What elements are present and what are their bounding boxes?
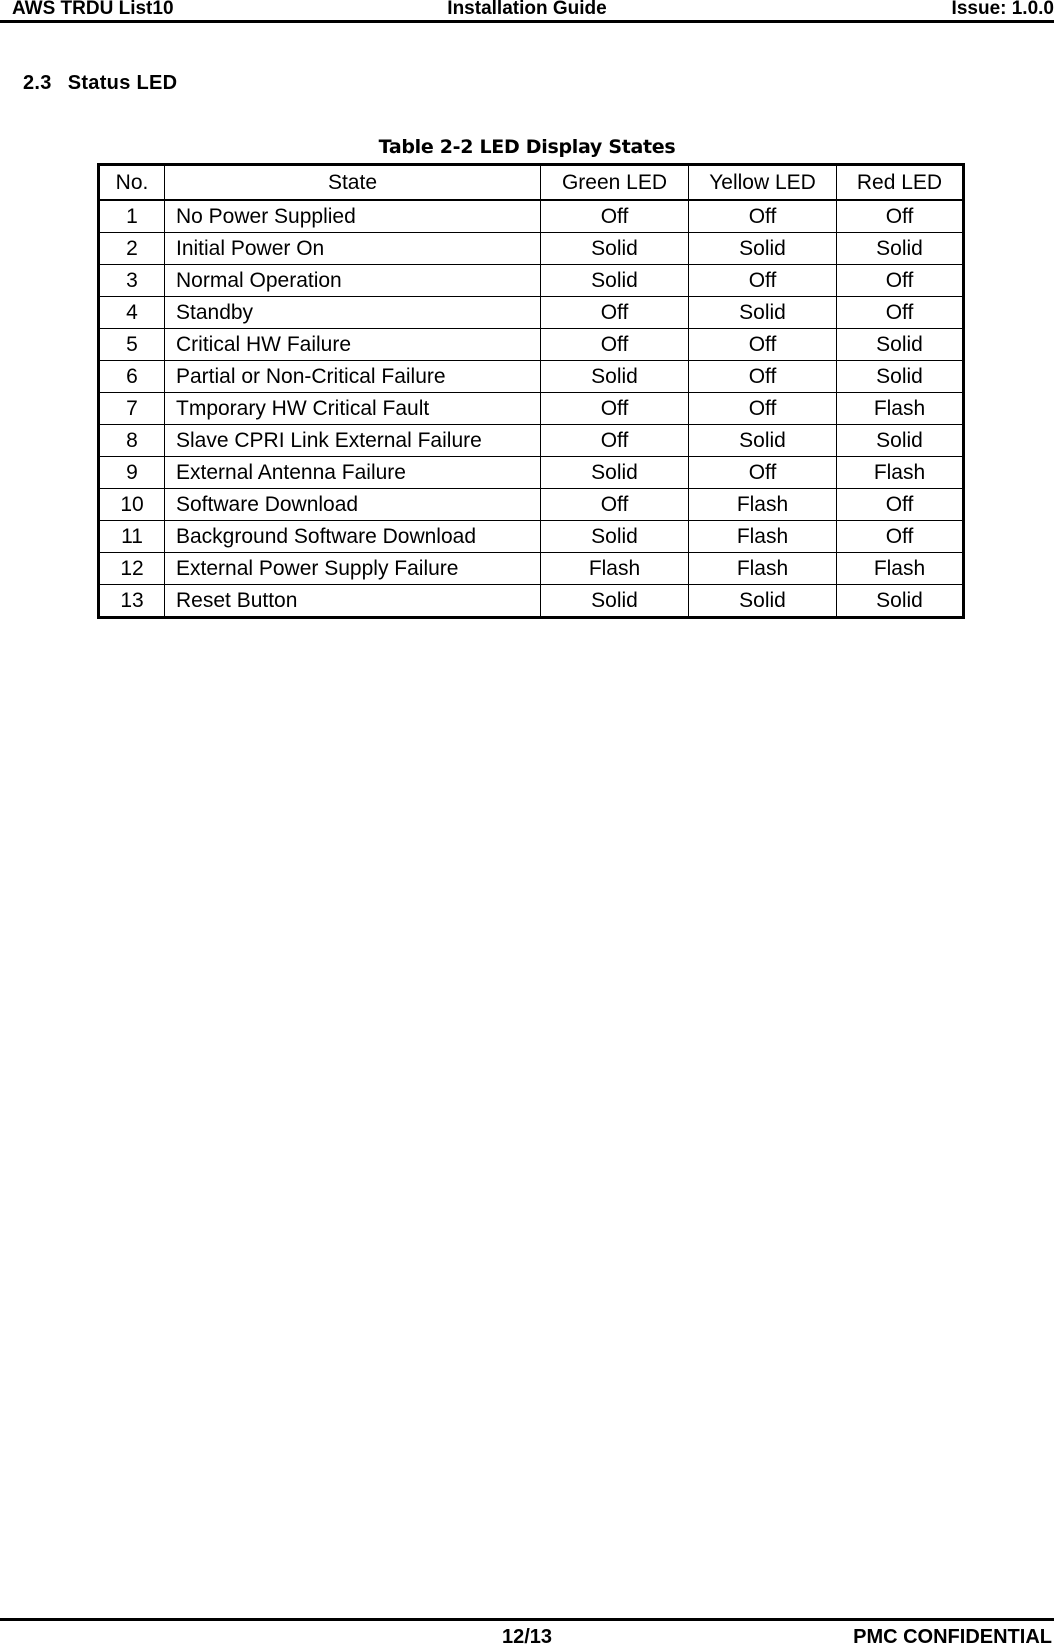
cell-no: 3 [99, 265, 165, 297]
cell-green-led: Off [541, 297, 689, 329]
column-header-no: No. [99, 165, 165, 201]
cell-red-led: Solid [837, 329, 964, 361]
column-header-state: State [165, 165, 541, 201]
table-header-row [99, 165, 964, 201]
cell-no: 2 [99, 233, 165, 265]
table-row [99, 329, 964, 361]
cell-state: No Power Supplied [165, 200, 541, 233]
cell-yellow-led: Off [689, 265, 837, 297]
header-issue: Issue: 1.0.0 [951, 0, 1054, 19]
cell-red-led: Flash [837, 393, 964, 425]
column-header-red-led: Red LED [837, 165, 964, 201]
cell-green-led: Off [541, 329, 689, 361]
cell-yellow-led: Flash [689, 521, 837, 553]
page-header [0, 0, 1054, 23]
cell-state: Tmporary HW Critical Fault [165, 393, 541, 425]
cell-green-led: Solid [541, 265, 689, 297]
table-caption: Table 2-2 LED Display States [378, 136, 676, 158]
cell-no: 5 [99, 329, 165, 361]
cell-green-led: Flash [541, 553, 689, 585]
cell-no: 10 [99, 489, 165, 521]
section-number: 2.3 [23, 72, 52, 94]
cell-state: Reset Button [165, 585, 541, 618]
cell-no: 11 [99, 521, 165, 553]
cell-no: 4 [99, 297, 165, 329]
cell-red-led: Solid [837, 585, 964, 618]
table-row [99, 521, 964, 553]
cell-state: Slave CPRI Link External Failure [165, 425, 541, 457]
cell-yellow-led: Off [689, 393, 837, 425]
cell-no: 8 [99, 425, 165, 457]
cell-red-led: Solid [837, 233, 964, 265]
cell-state: Software Download [165, 489, 541, 521]
table-row [99, 489, 964, 521]
cell-red-led: Solid [837, 361, 964, 393]
cell-state: Critical HW Failure [165, 329, 541, 361]
cell-no: 13 [99, 585, 165, 618]
cell-state: External Power Supply Failure [165, 553, 541, 585]
cell-green-led: Solid [541, 233, 689, 265]
cell-state: Initial Power On [165, 233, 541, 265]
header-doc-title: Installation Guide [447, 0, 607, 19]
section-heading [23, 72, 177, 95]
cell-red-led: Off [837, 521, 964, 553]
cell-no: 7 [99, 393, 165, 425]
table-row [99, 361, 964, 393]
cell-green-led: Solid [541, 585, 689, 618]
cell-yellow-led: Flash [689, 553, 837, 585]
cell-yellow-led: Flash [689, 489, 837, 521]
cell-red-led: Off [837, 265, 964, 297]
cell-state: External Antenna Failure [165, 457, 541, 489]
header-doc-id: AWS TRDU List10 [12, 0, 174, 19]
cell-yellow-led: Off [689, 200, 837, 233]
cell-no: 9 [99, 457, 165, 489]
cell-state: Background Software Download [165, 521, 541, 553]
led-states-table [97, 163, 965, 619]
page-footer [0, 1618, 1054, 1649]
cell-state: Normal Operation [165, 265, 541, 297]
cell-green-led: Off [541, 200, 689, 233]
cell-red-led: Solid [837, 425, 964, 457]
table-row [99, 457, 964, 489]
cell-green-led: Solid [541, 361, 689, 393]
confidential-label: PMC CONFIDENTIAL [853, 1626, 1052, 1648]
cell-green-led: Solid [541, 457, 689, 489]
column-header-green-led: Green LED [541, 165, 689, 201]
cell-green-led: Off [541, 393, 689, 425]
cell-no: 6 [99, 361, 165, 393]
cell-red-led: Off [837, 489, 964, 521]
cell-state: Partial or Non-Critical Failure [165, 361, 541, 393]
table-row [99, 425, 964, 457]
table-row [99, 553, 964, 585]
cell-red-led: Flash [837, 457, 964, 489]
cell-yellow-led: Solid [689, 297, 837, 329]
cell-green-led: Off [541, 425, 689, 457]
cell-red-led: Off [837, 200, 964, 233]
table-row [99, 200, 964, 233]
cell-yellow-led: Off [689, 457, 837, 489]
cell-green-led: Off [541, 489, 689, 521]
cell-yellow-led: Off [689, 361, 837, 393]
cell-red-led: Off [837, 297, 964, 329]
cell-yellow-led: Solid [689, 585, 837, 618]
table-row [99, 265, 964, 297]
column-header-yellow-led: Yellow LED [689, 165, 837, 201]
cell-red-led: Flash [837, 553, 964, 585]
table-row [99, 297, 964, 329]
cell-state: Standby [165, 297, 541, 329]
page-number: 12/13 [501, 1626, 553, 1648]
table-row [99, 393, 964, 425]
cell-no: 1 [99, 200, 165, 233]
cell-yellow-led: Solid [689, 425, 837, 457]
cell-yellow-led: Solid [689, 233, 837, 265]
cell-yellow-led: Off [689, 329, 837, 361]
table-row [99, 233, 964, 265]
cell-no: 12 [99, 553, 165, 585]
section-title: Status LED [67, 72, 178, 94]
table-row [99, 585, 964, 618]
cell-green-led: Solid [541, 521, 689, 553]
